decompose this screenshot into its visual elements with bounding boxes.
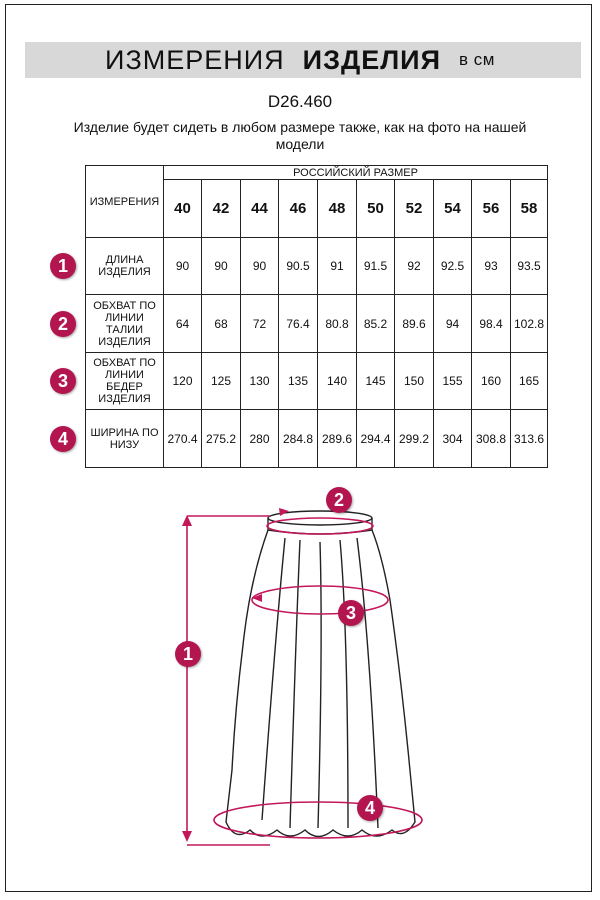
table-cell: 160 (472, 353, 511, 410)
measure-lines (187, 516, 422, 845)
table-row-hem (86, 410, 548, 468)
diagram-badge-4: 4 (357, 795, 383, 821)
table-cell: 130 (241, 353, 279, 410)
table-cell: 72 (241, 295, 279, 353)
size-table (85, 165, 548, 468)
table-cell: 294.4 (357, 410, 395, 468)
table-cell: 90 (164, 238, 202, 295)
title-product: ИЗДЕЛИЯ (302, 44, 441, 75)
skirt-outline (226, 511, 415, 837)
table-row-length (86, 238, 548, 295)
row-badge-1: 1 (50, 253, 76, 279)
table-cell: 93 (472, 238, 511, 295)
table-cell: 92.5 (434, 238, 472, 295)
diagram-badge-2: 2 (326, 487, 352, 513)
table-cell: 120 (164, 353, 202, 410)
table-cell: 90 (202, 238, 241, 295)
size-col-header: 48 (318, 180, 357, 238)
table-cell: 125 (202, 353, 241, 410)
table-row-waist (86, 295, 548, 353)
size-group-header: РОССИЙСКИЙ РАЗМЕР (164, 166, 548, 180)
row-label: ОБХВАТ ПО ЛИНИИ БЕДЕР ИЗДЕЛИЯ (86, 353, 164, 410)
table-cell: 280 (241, 410, 279, 468)
table-cell: 155 (434, 353, 472, 410)
table-cell: 92 (395, 238, 434, 295)
table-cell: 165 (511, 353, 548, 410)
article-number: D26.460 (267, 92, 333, 111)
table-cell: 85.2 (357, 295, 395, 353)
table-cell: 68 (202, 295, 241, 353)
table-cell: 94 (434, 295, 472, 353)
table-cell: 270.4 (164, 410, 202, 468)
skirt-diagram (0, 470, 600, 870)
row-label: ШИРИНА ПО НИЗУ (86, 410, 164, 468)
table-cell: 140 (318, 353, 357, 410)
diagram-badge-1: 1 (175, 641, 201, 667)
table-cell: 91 (318, 238, 357, 295)
diagram-badge-3: 3 (338, 600, 364, 626)
table-cell: 90.5 (279, 238, 318, 295)
table-cell: 145 (357, 353, 395, 410)
size-col-header: 50 (357, 180, 395, 238)
table-row-hips (86, 353, 548, 410)
row-badge-4: 4 (50, 426, 76, 452)
size-col-header: 44 (241, 180, 279, 238)
measure-header: ИЗМЕРЕНИЯ (86, 166, 164, 238)
size-col-header: 56 (472, 180, 511, 238)
title-units: в см (459, 50, 495, 69)
title-measurements: ИЗМЕРЕНИЯ (105, 44, 285, 75)
table-cell: 308.8 (472, 410, 511, 468)
table-cell: 98.4 (472, 295, 511, 353)
page-title (0, 42, 600, 78)
table-cell: 64 (164, 295, 202, 353)
table-cell: 284.8 (279, 410, 318, 468)
table-cell: 102.8 (511, 295, 548, 353)
table-cell: 275.2 (202, 410, 241, 468)
size-col-header: 58 (511, 180, 548, 238)
size-col-header: 46 (279, 180, 318, 238)
size-col-header: 42 (202, 180, 241, 238)
row-label: ДЛИНА ИЗДЕЛИЯ (86, 238, 164, 295)
table-cell: 80.8 (318, 295, 357, 353)
table-cell: 91.5 (357, 238, 395, 295)
table-cell: 90 (241, 238, 279, 295)
table-cell: 150 (395, 353, 434, 410)
size-col-header: 52 (395, 180, 434, 238)
fit-note: Изделие будет сидеть в любом размере также, как на фото на нашей модели (73, 119, 527, 152)
table-cell: 93.5 (511, 238, 548, 295)
size-col-header: 40 (164, 180, 202, 238)
table-cell: 89.6 (395, 295, 434, 353)
row-label: ОБХВАТ ПО ЛИНИИ ТАЛИИ ИЗДЕЛИЯ (86, 295, 164, 353)
table-cell: 135 (279, 353, 318, 410)
table-cell: 313.6 (511, 410, 548, 468)
table-cell: 304 (434, 410, 472, 468)
row-badge-3: 3 (50, 368, 76, 394)
row-badge-2: 2 (50, 311, 76, 337)
size-col-header: 54 (434, 180, 472, 238)
table-cell: 289.6 (318, 410, 357, 468)
table-cell: 76.4 (279, 295, 318, 353)
table-cell: 299.2 (395, 410, 434, 468)
